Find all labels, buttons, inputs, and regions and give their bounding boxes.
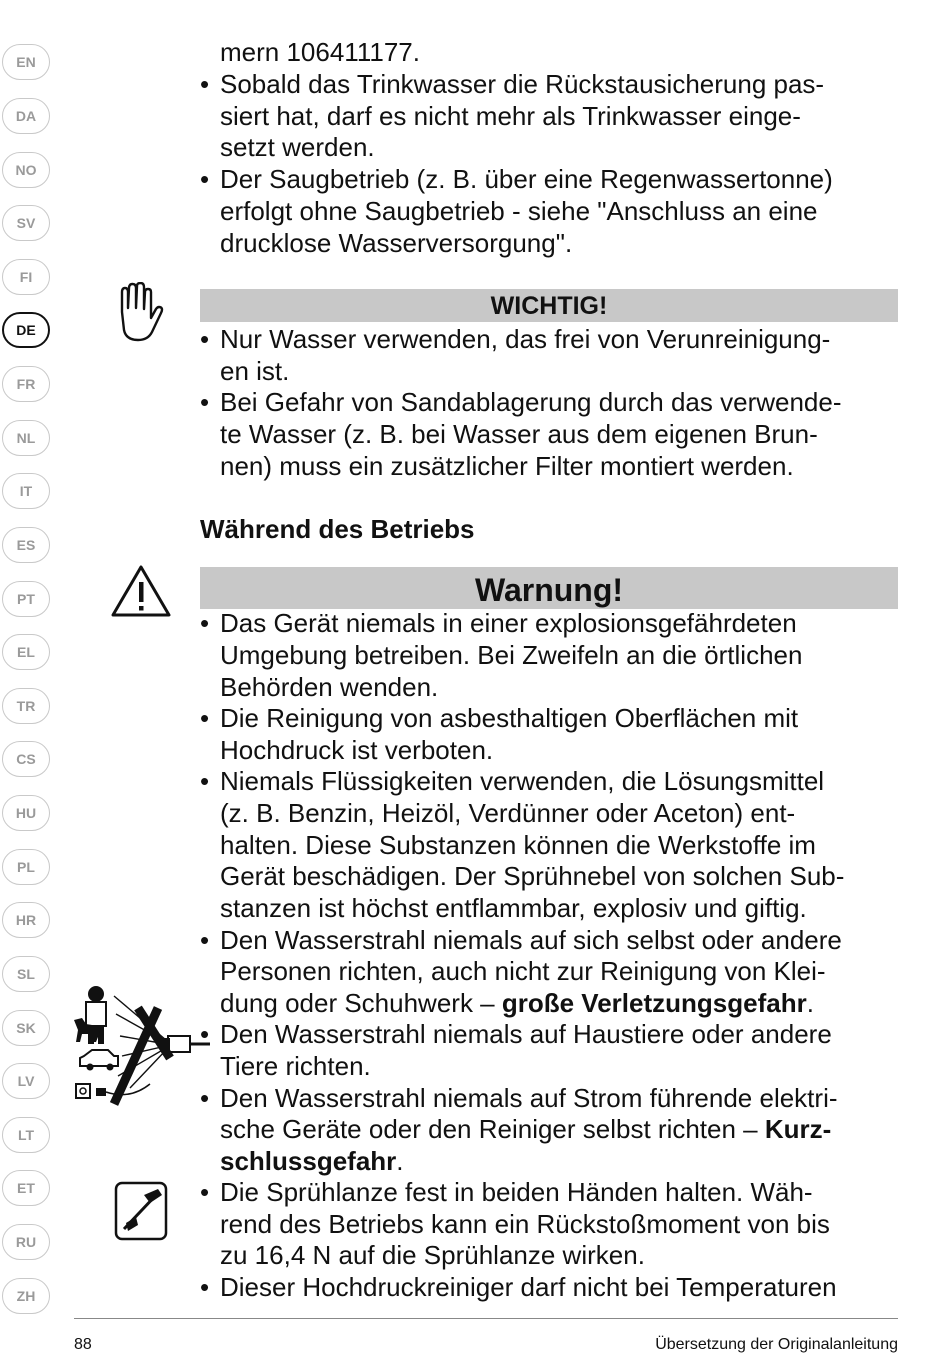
text-line: te Wasser (z. B. bei Wasser aus dem eigenen Brun- — [220, 419, 818, 449]
lang-tab-fi[interactable]: FI — [2, 259, 50, 295]
lang-tab-en[interactable]: EN — [2, 44, 50, 80]
text-line — [220, 1146, 404, 1178]
lang-tab-tr[interactable]: TR — [2, 688, 50, 724]
text-line: erfolgt ohne Saugbetrieb - siehe "Anschluss an eine — [220, 196, 818, 226]
lang-tab-sv[interactable]: SV — [2, 205, 50, 241]
lang-tab-es[interactable]: ES — [2, 527, 50, 563]
lang-tab-lv[interactable]: LV — [2, 1063, 50, 1099]
period: . — [806, 988, 814, 1018]
text-line: zu 16,4 N auf die Sprühlanze wirken. — [220, 1240, 645, 1270]
bullet-marker: • — [200, 1272, 210, 1302]
bold-text: Kurz- — [764, 1114, 832, 1144]
text-line: Bei Gefahr von Sandablagerung durch das verwende- — [220, 387, 842, 417]
bold-text: große Verletzungsgefahr — [501, 988, 807, 1018]
text-line: (z. B. Benzin, Heizöl, Verdünner oder Aceton) ent- — [220, 798, 796, 828]
bullet-marker: • — [200, 703, 210, 733]
period: . — [396, 1146, 404, 1176]
text-line: rend des Betriebs kann ein Rückstoßmoment von bis — [220, 1209, 830, 1239]
bullet-marker: • — [200, 69, 210, 99]
bullet-marker: • — [200, 164, 210, 194]
text-line: Der Saugbetrieb (z. B. über eine Regenwassertonne) — [220, 164, 833, 194]
bullet-marker: • — [200, 1019, 210, 1049]
lang-tab-sk[interactable]: SK — [2, 1010, 50, 1046]
text-line: Tiere richten. — [220, 1051, 371, 1081]
text-line: nen) muss ein zusätzlicher Filter montiert werden. — [220, 451, 794, 481]
text-line: Den Wasserstrahl niemals auf Haustiere oder andere — [220, 1019, 832, 1049]
no-spray-pictogram-icon — [70, 980, 212, 1113]
lang-tab-pt[interactable]: PT — [2, 581, 50, 617]
text-line: setzt werden. — [220, 132, 375, 162]
bullet-marker: • — [200, 1083, 210, 1113]
bold-text: schlussgefahr — [220, 1146, 397, 1176]
text-line: en ist. — [220, 356, 290, 386]
text-line: Hochdruck ist verboten. — [220, 735, 494, 765]
text-line: Das Gerät niemals in einer explosionsgefährdeten — [220, 608, 797, 638]
lang-tab-ru[interactable]: RU — [2, 1224, 50, 1260]
text-line: Sobald das Trinkwasser die Rückstausicherung pas- — [220, 69, 825, 99]
text-span: sche Geräte oder den Reiniger selbst richten – — [220, 1114, 765, 1144]
lang-tab-cs[interactable]: CS — [2, 741, 50, 777]
text-line: drucklose Wasserversorgung". — [220, 228, 573, 258]
text-line: Niemals Flüssigkeiten verwenden, die Lösungsmittel — [220, 766, 825, 796]
warning-heading: Warnung! — [200, 567, 898, 609]
lang-tab-it[interactable]: IT — [2, 473, 50, 509]
bullet-marker: • — [200, 608, 210, 638]
important-heading: WICHTIG! — [200, 289, 898, 322]
lang-tab-da[interactable]: DA — [2, 98, 50, 134]
warning-triangle-icon — [110, 564, 172, 623]
bullet-marker: • — [200, 766, 210, 796]
lang-tab-pl[interactable]: PL — [2, 849, 50, 885]
text-line: Gerät beschädigen. Der Sprühnebel von solchen Sub- — [220, 861, 845, 891]
footer-divider — [74, 1318, 898, 1319]
text-line: Umgebung betreiben. Bei Zweifeln an die örtlichen — [220, 640, 803, 670]
bullet-marker: • — [200, 387, 210, 417]
stop-hand-icon — [112, 282, 164, 347]
lang-tab-de[interactable]: DE — [2, 312, 50, 348]
bullet-marker: • — [200, 324, 210, 354]
hold-lance-icon — [114, 1181, 168, 1246]
text-line: Die Reinigung von asbesthaltigen Oberflächen mit — [220, 703, 799, 733]
text-line: Dieser Hochdruckreiniger darf nicht bei Temperaturen — [220, 1272, 837, 1302]
text-line: siert hat, darf es nicht mehr als Trinkwasser einge- — [220, 101, 801, 131]
lang-tab-hr[interactable]: HR — [2, 902, 50, 938]
lang-tab-lt[interactable]: LT — [2, 1117, 50, 1153]
lang-tab-hu[interactable]: HU — [2, 795, 50, 831]
footer-note: Übersetzung der Originalanleitung — [655, 1336, 898, 1353]
text-line: Den Wasserstrahl niemals auf sich selbst oder andere — [220, 925, 842, 955]
lang-tab-fr[interactable]: FR — [2, 366, 50, 402]
bullet-marker: • — [200, 1177, 210, 1207]
text-line: stanzen ist höchst entflammbar, explosiv und giftig. — [220, 893, 807, 923]
text-line: Personen richten, auch nicht zur Reinigung von Klei- — [220, 956, 826, 986]
lang-tab-nl[interactable]: NL — [2, 420, 50, 456]
text-line: Die Sprühlanze fest in beiden Händen halten. Wäh- — [220, 1177, 813, 1207]
text-line: Behörden wenden. — [220, 672, 439, 702]
section-title: Während des Betriebs — [200, 514, 475, 544]
text-line — [220, 1114, 831, 1146]
lang-tab-el[interactable]: EL — [2, 634, 50, 670]
text-line — [220, 988, 814, 1020]
text-span: dung oder Schuhwerk – — [220, 988, 502, 1018]
text-line: Nur Wasser verwenden, das frei von Verunreinigung- — [220, 324, 831, 354]
lang-tab-no[interactable]: NO — [2, 152, 50, 188]
lang-tab-et[interactable]: ET — [2, 1170, 50, 1206]
lang-tab-sl[interactable]: SL — [2, 956, 50, 992]
text-line: Den Wasserstrahl niemals auf Strom führende elektri- — [220, 1083, 838, 1113]
bullet-marker: • — [200, 925, 210, 955]
page-number: 88 — [74, 1336, 92, 1353]
lang-tab-zh[interactable]: ZH — [2, 1278, 50, 1314]
continued-text: mern 106411177. — [220, 37, 420, 67]
text-line: halten. Diese Substanzen können die Werkstoffe im — [220, 830, 816, 860]
